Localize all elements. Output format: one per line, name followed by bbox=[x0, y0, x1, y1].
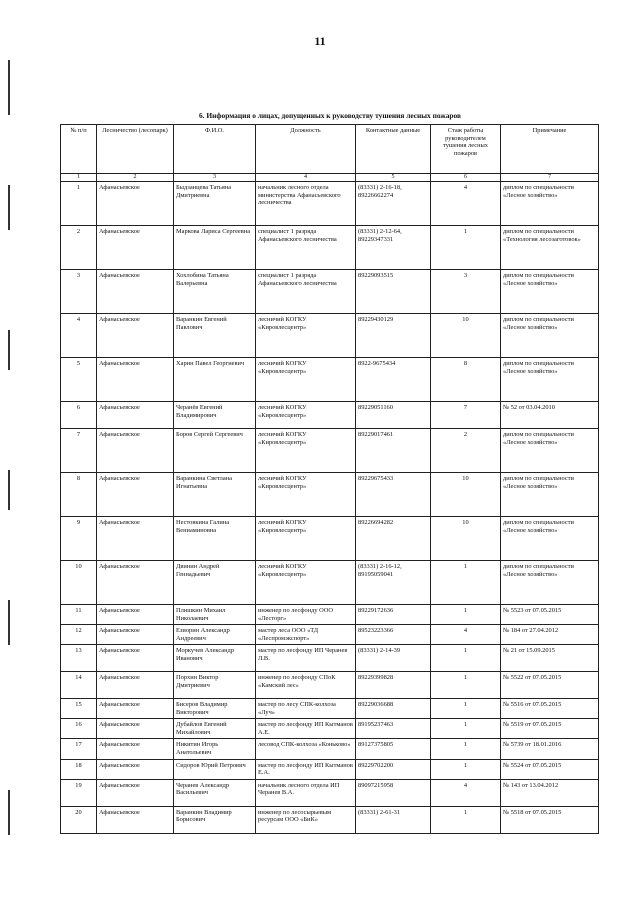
column-number: 1 bbox=[61, 174, 97, 182]
name-cell: Варанкин Евгений Павлович bbox=[174, 314, 256, 358]
row-number: 2 bbox=[61, 226, 97, 270]
name-cell: Двинин Андрей Геннадьевич bbox=[174, 561, 256, 605]
table-row bbox=[61, 270, 599, 314]
table-row bbox=[61, 779, 599, 806]
table-row bbox=[61, 429, 599, 473]
header-cell: Примечание bbox=[501, 125, 599, 174]
forestry-cell: Афанасьевское bbox=[97, 517, 174, 561]
contact-cell: (83331) 2-16-12, 89195059041 bbox=[356, 561, 431, 605]
position-cell: мастер по лесфонду ИП Черанев Л.В. bbox=[256, 645, 356, 672]
position-cell: лесничий КОГКУ «Кировлесцентр» bbox=[256, 402, 356, 429]
row-number: 10 bbox=[61, 561, 97, 605]
note-cell: диплом по специальности «Лесное хозяйство» bbox=[501, 429, 599, 473]
forestry-cell: Афанасьевское bbox=[97, 402, 174, 429]
column-number: 7 bbox=[501, 174, 599, 182]
position-cell: инженер по лесосырьевым ресурсам ООО «БиК» bbox=[256, 806, 356, 833]
contact-cell: 89195237463 bbox=[356, 719, 431, 739]
binding-mark bbox=[8, 600, 10, 645]
table-row bbox=[61, 314, 599, 358]
position-cell: лесничий КОГКУ «Кировлесцентр» bbox=[256, 561, 356, 605]
position-cell: начальник лесного отдела министерства Афанасьевского лесничества bbox=[256, 182, 356, 226]
name-cell: Порхин Виктор Дмитриевич bbox=[174, 672, 256, 699]
name-cell: Никитин Игорь Анатольевич bbox=[174, 739, 256, 759]
note-cell: № 5522 от 07.05.2015 bbox=[501, 672, 599, 699]
contact-cell: 89229051160 bbox=[356, 402, 431, 429]
row-number: 9 bbox=[61, 517, 97, 561]
forestry-cell: Афанасьевское bbox=[97, 672, 174, 699]
position-cell: мастер леса ООО «ТД «Леспромэкспорт» bbox=[256, 625, 356, 645]
experience-cell: 1 bbox=[431, 645, 501, 672]
table-row bbox=[61, 672, 599, 699]
name-cell: Маркова Лариса Сергеевна bbox=[174, 226, 256, 270]
table-row bbox=[61, 806, 599, 833]
experience-cell: 8 bbox=[431, 358, 501, 402]
experience-cell: 4 bbox=[431, 182, 501, 226]
table-row bbox=[61, 473, 599, 517]
forestry-cell: Афанасьевское bbox=[97, 314, 174, 358]
row-number: 5 bbox=[61, 358, 97, 402]
position-cell: лесничий КОГКУ «Кировлесцентр» bbox=[256, 517, 356, 561]
forestry-cell: Афанасьевское bbox=[97, 473, 174, 517]
contact-cell: (83331) 2-61-31 bbox=[356, 806, 431, 833]
note-cell: диплом по специальности «Лесное хозяйство» bbox=[501, 473, 599, 517]
position-cell: специалист 1 разряда Афанасьевского лесничества bbox=[256, 226, 356, 270]
experience-cell: 10 bbox=[431, 314, 501, 358]
note-cell: № 143 от 13.04.2012 bbox=[501, 779, 599, 806]
table-row bbox=[61, 605, 599, 625]
contact-cell: 8922-9675434 bbox=[356, 358, 431, 402]
contact-cell: 89097215958 bbox=[356, 779, 431, 806]
note-cell: № 5518 от 07.05.2015 bbox=[501, 806, 599, 833]
column-number: 6 bbox=[431, 174, 501, 182]
table-header-row bbox=[61, 125, 599, 174]
header-cell: Контактные данные bbox=[356, 125, 431, 174]
table-row bbox=[61, 645, 599, 672]
contact-cell: 89229702200 bbox=[356, 759, 431, 779]
experience-cell: 4 bbox=[431, 779, 501, 806]
table-row bbox=[61, 699, 599, 719]
name-cell: Варанкин Владимир Борисович bbox=[174, 806, 256, 833]
position-cell: инженер по лесфонду СПоК «Камский лес» bbox=[256, 672, 356, 699]
experience-cell: 1 bbox=[431, 226, 501, 270]
column-number: 2 bbox=[97, 174, 174, 182]
experience-cell: 1 bbox=[431, 561, 501, 605]
name-cell: Дубайлов Евгений Михайлович bbox=[174, 719, 256, 739]
contact-cell: 89229675433 bbox=[356, 473, 431, 517]
experience-cell: 1 bbox=[431, 739, 501, 759]
note-cell: № 5519 от 07.05.2015 bbox=[501, 719, 599, 739]
row-number: 1 bbox=[61, 182, 97, 226]
table-row bbox=[61, 739, 599, 759]
experience-cell: 10 bbox=[431, 517, 501, 561]
name-cell: Моркучев Александр Иванович bbox=[174, 645, 256, 672]
row-number: 4 bbox=[61, 314, 97, 358]
forestry-cell: Афанасьевское bbox=[97, 270, 174, 314]
row-number: 3 bbox=[61, 270, 97, 314]
name-cell: Боров Сергей Сергеевич bbox=[174, 429, 256, 473]
position-cell: лесничий КОГКУ «Кировлесцентр» bbox=[256, 429, 356, 473]
note-cell: № 184 от 27.04.2012 bbox=[501, 625, 599, 645]
column-number-row bbox=[61, 174, 599, 182]
forestry-cell: Афанасьевское bbox=[97, 719, 174, 739]
note-cell: диплом по специальности «Лесное хозяйство» bbox=[501, 517, 599, 561]
row-number: 14 bbox=[61, 672, 97, 699]
note-cell: диплом по специальности «Лесное хозяйство» bbox=[501, 561, 599, 605]
forestry-cell: Афанасьевское bbox=[97, 806, 174, 833]
binding-mark bbox=[8, 60, 10, 115]
position-cell: лесничий КОГКУ «Кировлесцентр» bbox=[256, 314, 356, 358]
experience-cell: 1 bbox=[431, 719, 501, 739]
forestry-cell: Афанасьевское bbox=[97, 561, 174, 605]
name-cell: Черанев Александр Васильевич bbox=[174, 779, 256, 806]
forestry-cell: Афанасьевское bbox=[97, 429, 174, 473]
forestry-cell: Афанасьевское bbox=[97, 779, 174, 806]
experience-cell: 2 bbox=[431, 429, 501, 473]
table-row bbox=[61, 719, 599, 739]
contact-cell: 89226694282 bbox=[356, 517, 431, 561]
name-cell: Езиорин Александр Андреевич bbox=[174, 625, 256, 645]
table-row bbox=[61, 561, 599, 605]
row-number: 17 bbox=[61, 739, 97, 759]
note-cell: № 52 от 03.04.2010 bbox=[501, 402, 599, 429]
forestry-cell: Афанасьевское bbox=[97, 605, 174, 625]
forestry-cell: Афанасьевское bbox=[97, 625, 174, 645]
table-row bbox=[61, 759, 599, 779]
row-number: 16 bbox=[61, 719, 97, 739]
name-cell: Хохлобина Татьяна Валерьевна bbox=[174, 270, 256, 314]
persons-table bbox=[60, 124, 599, 834]
contact-cell: 89229172636 bbox=[356, 605, 431, 625]
experience-cell: 1 bbox=[431, 699, 501, 719]
binding-mark bbox=[8, 470, 10, 510]
experience-cell: 1 bbox=[431, 759, 501, 779]
note-cell: № 5524 от 07.05.2015 bbox=[501, 759, 599, 779]
row-number: 8 bbox=[61, 473, 97, 517]
note-cell: № 5516 от 07.05.2015 bbox=[501, 699, 599, 719]
experience-cell: 4 bbox=[431, 625, 501, 645]
contact-cell: 89229017461 bbox=[356, 429, 431, 473]
position-cell: инженер по лесфонду ООО «Лесторг» bbox=[256, 605, 356, 625]
name-cell: Нестовкина Галина Вениаминовна bbox=[174, 517, 256, 561]
row-number: 18 bbox=[61, 759, 97, 779]
note-cell: № 5739 от 18.01.2016 bbox=[501, 739, 599, 759]
note-cell: диплом по специальности «Технология лесозаготовок» bbox=[501, 226, 599, 270]
table-row bbox=[61, 625, 599, 645]
row-number: 7 bbox=[61, 429, 97, 473]
contact-cell: 89523223366 bbox=[356, 625, 431, 645]
contact-cell: 89229399828 bbox=[356, 672, 431, 699]
note-cell: № 21 от 15.09.2015 bbox=[501, 645, 599, 672]
position-cell: мастер по лесу СПК-колхоза «Луч» bbox=[256, 699, 356, 719]
forestry-cell: Афанасьевское bbox=[97, 699, 174, 719]
row-number: 13 bbox=[61, 645, 97, 672]
position-cell: лесничий КОГКУ «Кировлесцентр» bbox=[256, 358, 356, 402]
position-cell: специалист 1 разряда Афанасьевского лесничества bbox=[256, 270, 356, 314]
contact-cell: 89127375805 bbox=[356, 739, 431, 759]
table-row bbox=[61, 517, 599, 561]
table-row bbox=[61, 402, 599, 429]
row-number: 12 bbox=[61, 625, 97, 645]
contact-cell: 89229036688 bbox=[356, 699, 431, 719]
position-cell: лесничий КОГКУ «Кировлесцентр» bbox=[256, 473, 356, 517]
experience-cell: 1 bbox=[431, 806, 501, 833]
forestry-cell: Афанасьевское bbox=[97, 759, 174, 779]
row-number: 6 bbox=[61, 402, 97, 429]
column-number: 5 bbox=[356, 174, 431, 182]
experience-cell: 3 bbox=[431, 270, 501, 314]
contact-cell: 89229430129 bbox=[356, 314, 431, 358]
header-cell: Стаж работы руководителем тушения лесных пожаров bbox=[431, 125, 501, 174]
note-cell: диплом по специальности «Лесное хозяйство» bbox=[501, 358, 599, 402]
row-number: 19 bbox=[61, 779, 97, 806]
column-number: 4 bbox=[256, 174, 356, 182]
column-number: 3 bbox=[174, 174, 256, 182]
position-cell: лесовод СПК-колхоза «Коньково» bbox=[256, 739, 356, 759]
position-cell: мастер по лесфонду ИП Кытманов Е.А. bbox=[256, 759, 356, 779]
document-title: 6. Информация о лицах, допущенных к руководству тушения лесных пожаров bbox=[198, 111, 462, 120]
contact-cell: (83331) 2-12-64, 89229347331 bbox=[356, 226, 431, 270]
name-cell: Быдзанцева Татьяна Дмитриевна bbox=[174, 182, 256, 226]
forestry-cell: Афанасьевское bbox=[97, 645, 174, 672]
binding-mark bbox=[8, 185, 10, 230]
name-cell: Харин Павел Георгиевич bbox=[174, 358, 256, 402]
note-cell: диплом по специальности «Лесное хозяйство» bbox=[501, 270, 599, 314]
header-cell: Должность bbox=[256, 125, 356, 174]
table-row bbox=[61, 358, 599, 402]
binding-mark bbox=[8, 790, 10, 835]
experience-cell: 10 bbox=[431, 473, 501, 517]
name-cell: Черанёв Евгений Владимирович bbox=[174, 402, 256, 429]
position-cell: начальник лесного отдела ИП Черанев В.А. bbox=[256, 779, 356, 806]
contact-cell: (83331) 2-14-39 bbox=[356, 645, 431, 672]
header-cell: Ф.И.О. bbox=[174, 125, 256, 174]
experience-cell: 1 bbox=[431, 605, 501, 625]
header-cell: Лесничество (лесопарк) bbox=[97, 125, 174, 174]
binding-mark bbox=[8, 330, 10, 370]
table-row bbox=[61, 226, 599, 270]
name-cell: Варанкина Светлана Игнатьевна bbox=[174, 473, 256, 517]
forestry-cell: Афанасьевское bbox=[97, 358, 174, 402]
forestry-cell: Афанасьевское bbox=[97, 739, 174, 759]
contact-cell: 89229093515 bbox=[356, 270, 431, 314]
header-cell: № п/п bbox=[61, 125, 97, 174]
table-row bbox=[61, 182, 599, 226]
row-number: 11 bbox=[61, 605, 97, 625]
name-cell: Плишкин Михаил Николаевич bbox=[174, 605, 256, 625]
position-cell: мастер по лесфонду ИП Кытманов А.Е. bbox=[256, 719, 356, 739]
contact-cell: (83331) 2-16-18, 89226662274 bbox=[356, 182, 431, 226]
name-cell: Бисеров Владимир Викторович bbox=[174, 699, 256, 719]
row-number: 15 bbox=[61, 699, 97, 719]
experience-cell: 7 bbox=[431, 402, 501, 429]
note-cell: № 5523 от 07.05.2015 bbox=[501, 605, 599, 625]
name-cell: Сидоров Юрий Петрович bbox=[174, 759, 256, 779]
note-cell: диплом по специальности «Лесное хозяйство» bbox=[501, 182, 599, 226]
forestry-cell: Афанасьевское bbox=[97, 182, 174, 226]
forestry-cell: Афанасьевское bbox=[97, 226, 174, 270]
experience-cell: 1 bbox=[431, 672, 501, 699]
page-number: 11 bbox=[314, 34, 326, 48]
row-number: 20 bbox=[61, 806, 97, 833]
note-cell: диплом по специальности «Лесное хозяйство» bbox=[501, 314, 599, 358]
